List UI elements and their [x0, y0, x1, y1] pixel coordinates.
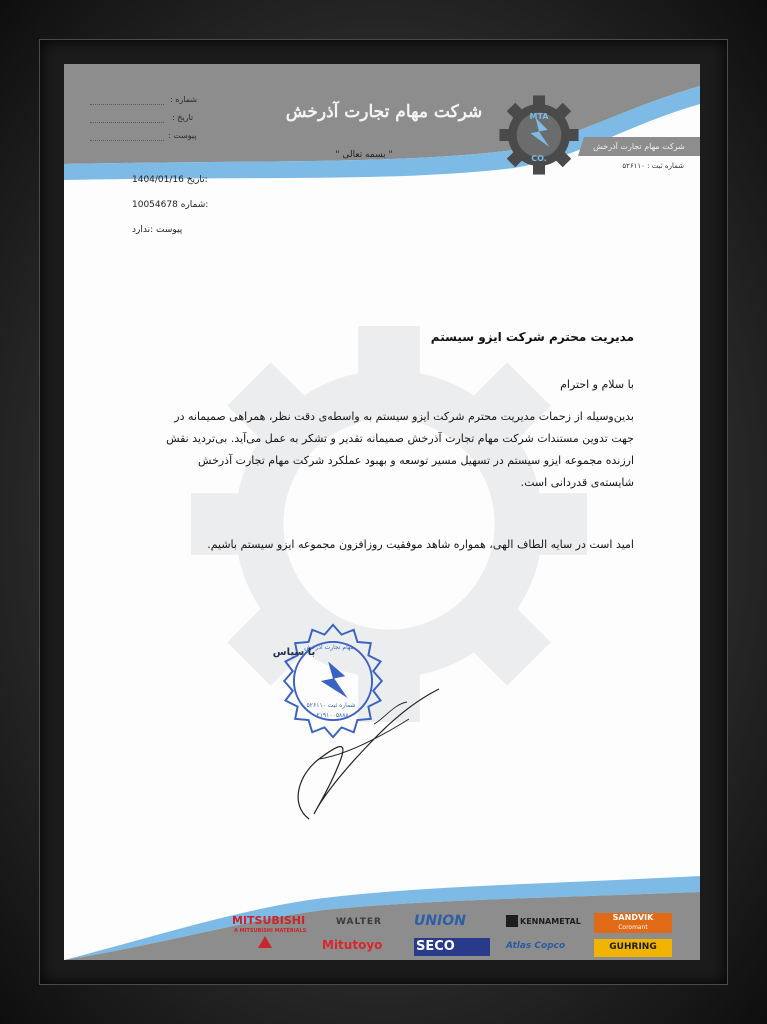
company-title: شرکت مهام تجارت آذرخش: [285, 102, 483, 122]
number-field-label: شماره :: [170, 95, 198, 104]
meta-number-label: شماره:: [180, 200, 209, 210]
greeting: با سلام و احترام: [560, 378, 634, 391]
brand-mitsubishi: MITSUBISHI: [232, 914, 306, 927]
paragraph-line: جهت تدوین مستندات شرکت مهام تجارت آذرخش صمیمانه تقدیر و تشکر به عمل می‌آید. بی‌تردید نقش: [166, 432, 634, 445]
brand-union: UNION: [414, 913, 466, 929]
stamp-top-text: مهام تجارت آذرخش: [304, 644, 354, 651]
meta-date-value: 1404/01/16: [132, 175, 184, 185]
brand-sandvik: SANDVIK: [612, 913, 654, 922]
paragraph-1: [124, 406, 634, 494]
registration-number: شماره ثبت : ۵۲۶۱۱۰: [622, 162, 684, 170]
brand-kennametal: KENNAMETAL: [520, 917, 581, 926]
letter-page: [64, 64, 700, 960]
meta-date-label: تاریخ:: [186, 175, 208, 185]
stamp-reg-line: شماره ثبت ۵۲۶۱۱۰: [306, 702, 356, 709]
brand-atlas-copco: Atlas Copco: [506, 941, 566, 951]
stamp-code-line: ۰۲۱۹۱۰۰۵۸۸۸: [313, 712, 349, 719]
paragraph-line: ارزنده مجموعه ایزو سیستم در تسهیل مسیر توسعه و بهبود عملکرد شرکت مهام تجارت آذرخش: [198, 454, 634, 467]
logo-top-text: MTA: [529, 112, 549, 121]
meta-attachment: پیوست :ندارد: [132, 225, 183, 235]
attachment-field-line: [90, 140, 164, 141]
meta-date-row: [132, 175, 208, 185]
closing-text: با سپاس: [272, 647, 316, 658]
brand-walter: WALTER: [336, 917, 382, 927]
meta-number-row: [132, 200, 208, 210]
brand-guhring: GUHRING: [609, 942, 657, 952]
number-field-line: [90, 104, 164, 105]
basmala: " بسمه تعالی ": [335, 150, 393, 160]
date-field-line: [90, 122, 164, 123]
attachment-field-label: پیوست :: [168, 131, 197, 140]
handwritten-signature: [279, 664, 449, 824]
logo-bottom-text: CO.: [531, 154, 547, 163]
paragraph-line: بدین‌وسیله از زحمات مدیریت محترم شرکت ایزو سیستم به واسطه‌ی دقت نظر، همراهی صمیمانه در: [174, 410, 634, 423]
company-name-side: شرکت مهام تجارت آذرخش: [593, 142, 685, 151]
paragraph-line: شایسته‌ی قدردانی است.: [520, 476, 634, 489]
paragraph-2: امید است در سایه الطاف الهی، همواره شاهد موفقیت روزافزون مجموعه ایزو سیستم باشیم.: [207, 538, 634, 551]
kennametal-k-icon: [506, 915, 518, 927]
meta-number-value: 10054678: [132, 200, 178, 210]
date-field-label: تاریخ :: [172, 113, 194, 122]
brand-mitutoyo: Mitutoyo: [322, 938, 383, 952]
brand-coromant: Coromant: [618, 924, 648, 931]
brand-mitsubishi-materials: A MITSUBISHI MATERIALS: [234, 928, 307, 934]
brand-seco: SECO: [416, 939, 455, 954]
recipient-line: مدیریت محترم شرکت ایزو سیستم: [430, 330, 634, 344]
